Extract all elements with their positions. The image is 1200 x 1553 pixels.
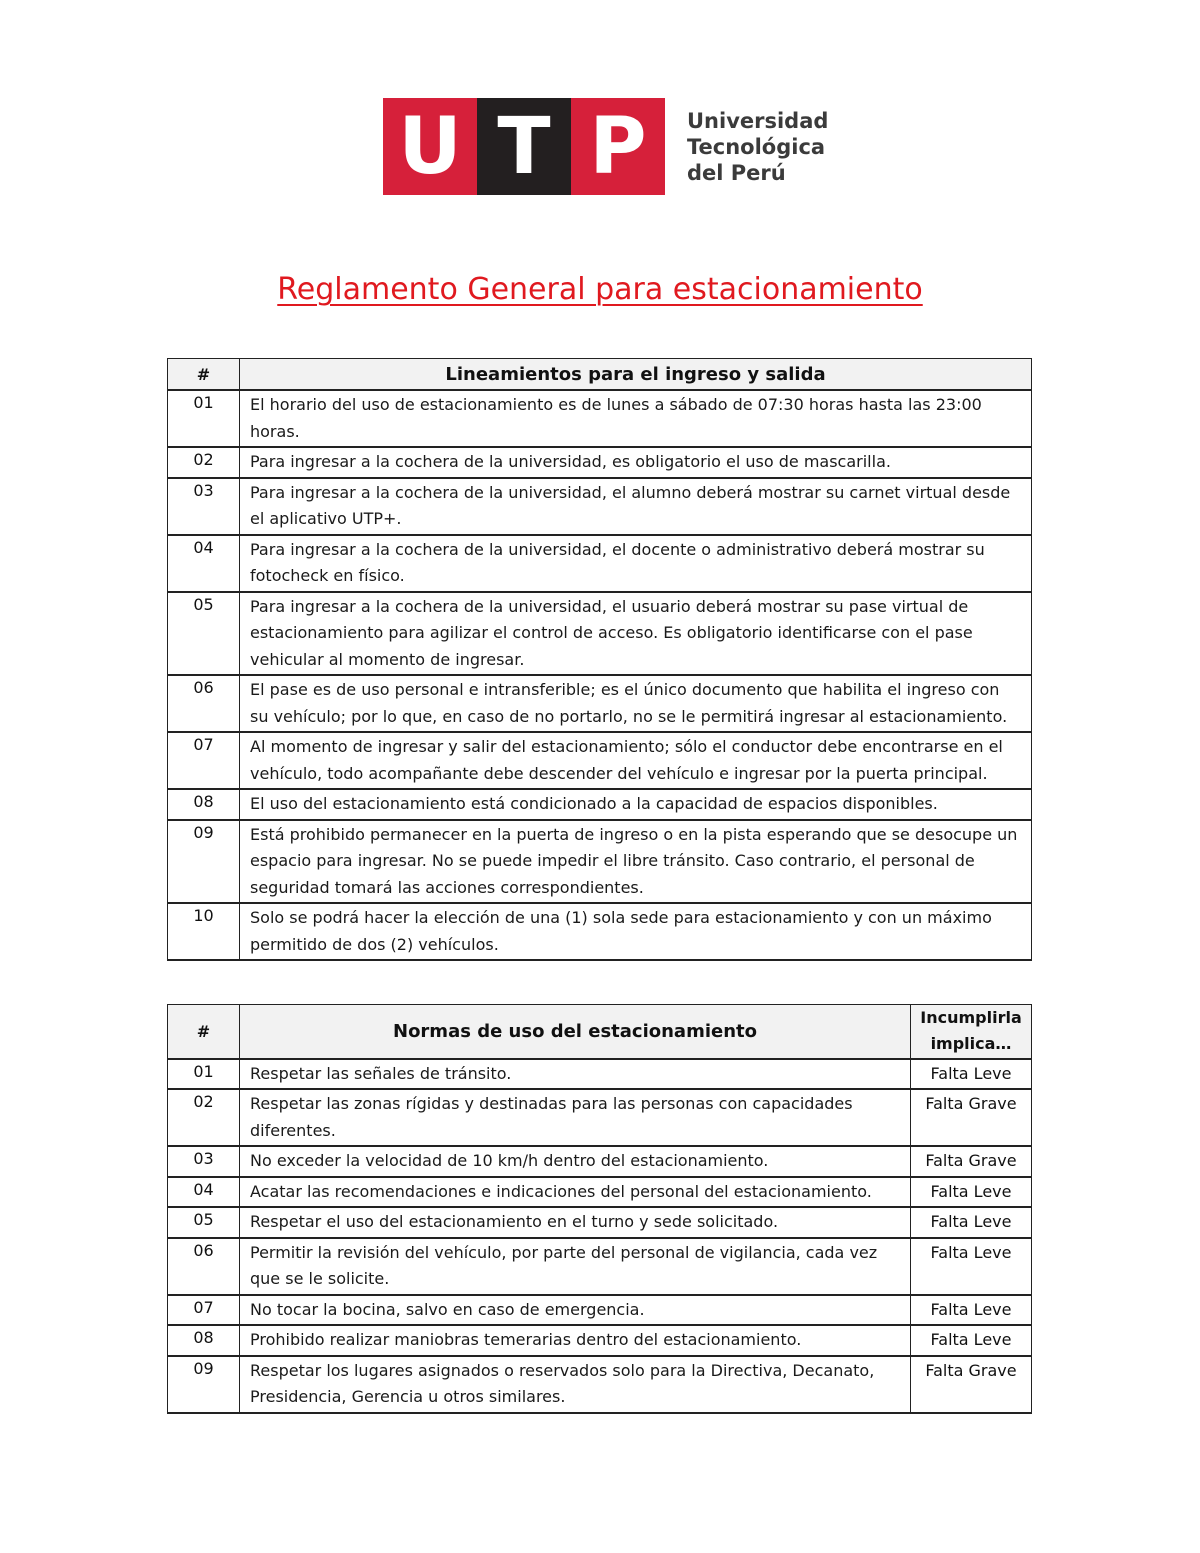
row-text: Para ingresar a la cochera de la universidad, el alumno deberá mostrar su carnet virtual desde el aplicativo UTP+.: [240, 478, 1032, 535]
row-text: El pase es de uso personal e intransferible; es el único documento que habilita el ingreso con su vehículo; por lo que, en caso de no portarlo, no se le permitirá ingresar al estacionamiento.: [240, 675, 1032, 732]
table-row: [168, 592, 1032, 676]
table-row: [168, 535, 1032, 592]
table-row: [168, 390, 1032, 447]
row-text: Acatar las recomendaciones e indicaciones del personal del estacionamiento.: [240, 1177, 911, 1208]
table-header-row: [168, 1005, 1032, 1059]
utp-logo: [383, 98, 828, 195]
table-row: [168, 1059, 1032, 1090]
row-number: 01: [168, 390, 240, 447]
row-number: 04: [168, 535, 240, 592]
logo-letter-u: U: [383, 98, 477, 195]
row-number: 09: [168, 1356, 240, 1413]
row-penalty: Falta Leve: [911, 1207, 1032, 1238]
row-text: Para ingresar a la cochera de la universidad, es obligatorio el uso de mascarilla.: [240, 447, 1032, 478]
table-row: [168, 789, 1032, 820]
table-row: [168, 1325, 1032, 1356]
logo-line-3: del Perú: [687, 160, 786, 185]
row-number: 05: [168, 592, 240, 676]
row-text: El horario del uso de estacionamiento es de lunes a sábado de 07:30 horas hasta las 23:00 horas.: [240, 390, 1032, 447]
row-number: 04: [168, 1177, 240, 1208]
row-text: Para ingresar a la cochera de la universidad, el docente o administrativo deberá mostrar su fotocheck en físico.: [240, 535, 1032, 592]
row-number: 07: [168, 732, 240, 789]
row-text: Permitir la revisión del vehículo, por parte del personal de vigilancia, cada vez que se le solicite.: [240, 1238, 911, 1295]
table-row: [168, 675, 1032, 732]
column-header-rules: Normas de uso del estacionamiento: [240, 1005, 911, 1059]
row-penalty: Falta Leve: [911, 1177, 1032, 1208]
table-row: [168, 732, 1032, 789]
logo-wordmark: [687, 108, 828, 186]
logo-line-2: Tecnológica: [687, 134, 826, 159]
row-number: 09: [168, 820, 240, 904]
column-header-guidelines: Lineamientos para el ingreso y salida: [240, 359, 1032, 391]
row-text: Está prohibido permanecer en la puerta de ingreso o en la pista esperando que se desocupe un espacio para ingresar. No se puede impedir el libre tránsito. Caso contrario, el personal de seguridad tomará las acciones correspondientes.: [240, 820, 1032, 904]
logo-line-1: Universidad: [687, 108, 829, 133]
row-number: 02: [168, 447, 240, 478]
row-text: Prohibido realizar maniobras temerarias dentro del estacionamiento.: [240, 1325, 911, 1356]
row-number: 02: [168, 1089, 240, 1146]
row-penalty: Falta Grave: [911, 1356, 1032, 1413]
row-text: No exceder la velocidad de 10 km/h dentro del estacionamiento.: [240, 1146, 911, 1177]
table-row: [168, 1295, 1032, 1326]
row-number: 06: [168, 675, 240, 732]
table-row: [168, 1356, 1032, 1413]
table-row: [168, 478, 1032, 535]
table-row: [168, 1177, 1032, 1208]
table-row: [168, 1238, 1032, 1295]
row-number: 08: [168, 1325, 240, 1356]
table-header-row: [168, 359, 1032, 391]
row-penalty: Falta Grave: [911, 1089, 1032, 1146]
row-text: Para ingresar a la cochera de la universidad, el usuario deberá mostrar su pase virtual de estacionamiento para agilizar el control de acceso. Es obligatorio identificarse con el pase vehicular al momento de ingresar.: [240, 592, 1032, 676]
guidelines-table-body: [168, 390, 1032, 960]
row-number: 10: [168, 903, 240, 960]
row-number: 03: [168, 478, 240, 535]
row-text: Respetar las señales de tránsito.: [240, 1059, 911, 1090]
row-text: No tocar la bocina, salvo en caso de emergencia.: [240, 1295, 911, 1326]
table-row: [168, 1207, 1032, 1238]
logo-letter-t: T: [477, 98, 571, 195]
row-penalty: Falta Leve: [911, 1059, 1032, 1090]
row-text: Al momento de ingresar y salir del estacionamiento; sólo el conductor debe encontrarse en el vehículo, todo acompañante debe descender del vehículo e ingresar por la puerta principal.: [240, 732, 1032, 789]
row-text: Respetar el uso del estacionamiento en el turno y sede solicitado.: [240, 1207, 911, 1238]
row-number: 07: [168, 1295, 240, 1326]
row-penalty: Falta Leve: [911, 1295, 1032, 1326]
table-row: [168, 1146, 1032, 1177]
row-number: 06: [168, 1238, 240, 1295]
row-number: 01: [168, 1059, 240, 1090]
row-penalty: Falta Leve: [911, 1238, 1032, 1295]
table-row: [168, 447, 1032, 478]
utp-logo-mark: [383, 98, 665, 195]
row-number: 03: [168, 1146, 240, 1177]
row-text: El uso del estacionamiento está condicionado a la capacidad de espacios disponibles.: [240, 789, 1032, 820]
row-penalty: Falta Grave: [911, 1146, 1032, 1177]
rules-table-body: [168, 1059, 1032, 1413]
row-number: 05: [168, 1207, 240, 1238]
column-header-number: #: [168, 1005, 240, 1059]
table-row: [168, 1089, 1032, 1146]
table-row: [168, 903, 1032, 960]
row-penalty: Falta Leve: [911, 1325, 1032, 1356]
column-header-number: #: [168, 359, 240, 391]
page-title: Reglamento General para estacionamiento: [277, 272, 923, 307]
column-header-penalty: Incumplirla implica…: [911, 1005, 1032, 1059]
logo-letter-p: P: [571, 98, 665, 195]
row-number: 08: [168, 789, 240, 820]
row-text: Respetar las zonas rígidas y destinadas para las personas con capacidades diferentes.: [240, 1089, 911, 1146]
row-text: Solo se podrá hacer la elección de una (1) sola sede para estacionamiento y con un máximo permitido de dos (2) vehículos.: [240, 903, 1032, 960]
row-text: Respetar los lugares asignados o reservados solo para la Directiva, Decanato, Presidencia, Gerencia u otros similares.: [240, 1356, 911, 1413]
rules-table: [167, 1004, 1032, 1414]
guidelines-table: [167, 358, 1032, 961]
table-row: [168, 820, 1032, 904]
